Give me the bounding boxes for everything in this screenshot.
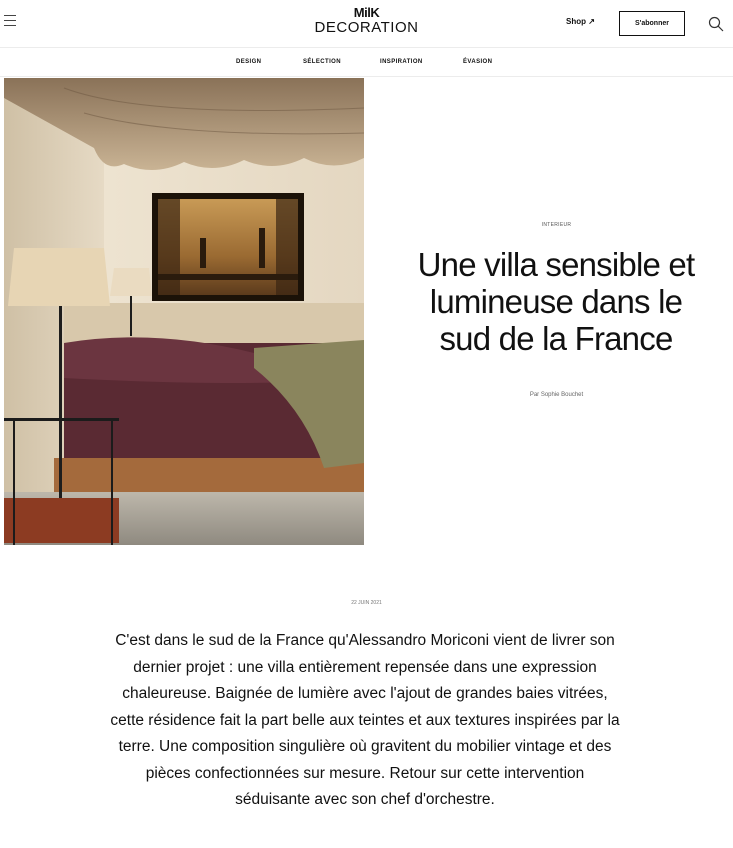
- nav-item-evasion[interactable]: ÉVASION: [463, 59, 493, 65]
- article-intro: C'est dans le sud de la France qu'Alessandro Moriconi vient de livrer son dernier projet : une villa entièrement repensée dans une expression chaleureuse. Baignée de lumière avec l'ajout de grandes baies vitrées, cette résidence fait la part belle aux teintes et aux textures inspirées par la terre. Une composition singulière où gravitent du mobilier vintage et des pièces confectionnées sur mesure. Retour sur cette intervention séduisante avec son chef d'orchestre.: [110, 632, 620, 808]
- search-icon[interactable]: [708, 16, 724, 32]
- main-nav: [0, 49, 733, 77]
- subscribe-button[interactable]: S'abonner: [619, 11, 685, 36]
- article-category[interactable]: INTERIEUR: [541, 222, 572, 228]
- shop-link[interactable]: Shop ↗: [566, 17, 595, 26]
- nav-item-selection[interactable]: SÉLECTION: [303, 59, 341, 65]
- article-author[interactable]: Par Sophie Bouchet: [529, 392, 584, 398]
- article-title-line: lumineuse dans le: [429, 283, 683, 320]
- nav-item-inspiration[interactable]: INSPIRATION: [380, 59, 423, 65]
- article-title-line: sud de la France: [439, 320, 673, 357]
- article-title: [376, 246, 733, 357]
- site-header: [0, 0, 733, 48]
- logo-decoration-text: DECORATION: [314, 19, 419, 36]
- article-date: 22 JUIN 2021: [351, 600, 382, 606]
- article-title-line: Une villa sensible et: [417, 246, 695, 283]
- nav-item-design[interactable]: DESIGN: [236, 59, 262, 65]
- hero-image: [4, 78, 364, 545]
- logo-milk-text: MilK: [353, 5, 380, 20]
